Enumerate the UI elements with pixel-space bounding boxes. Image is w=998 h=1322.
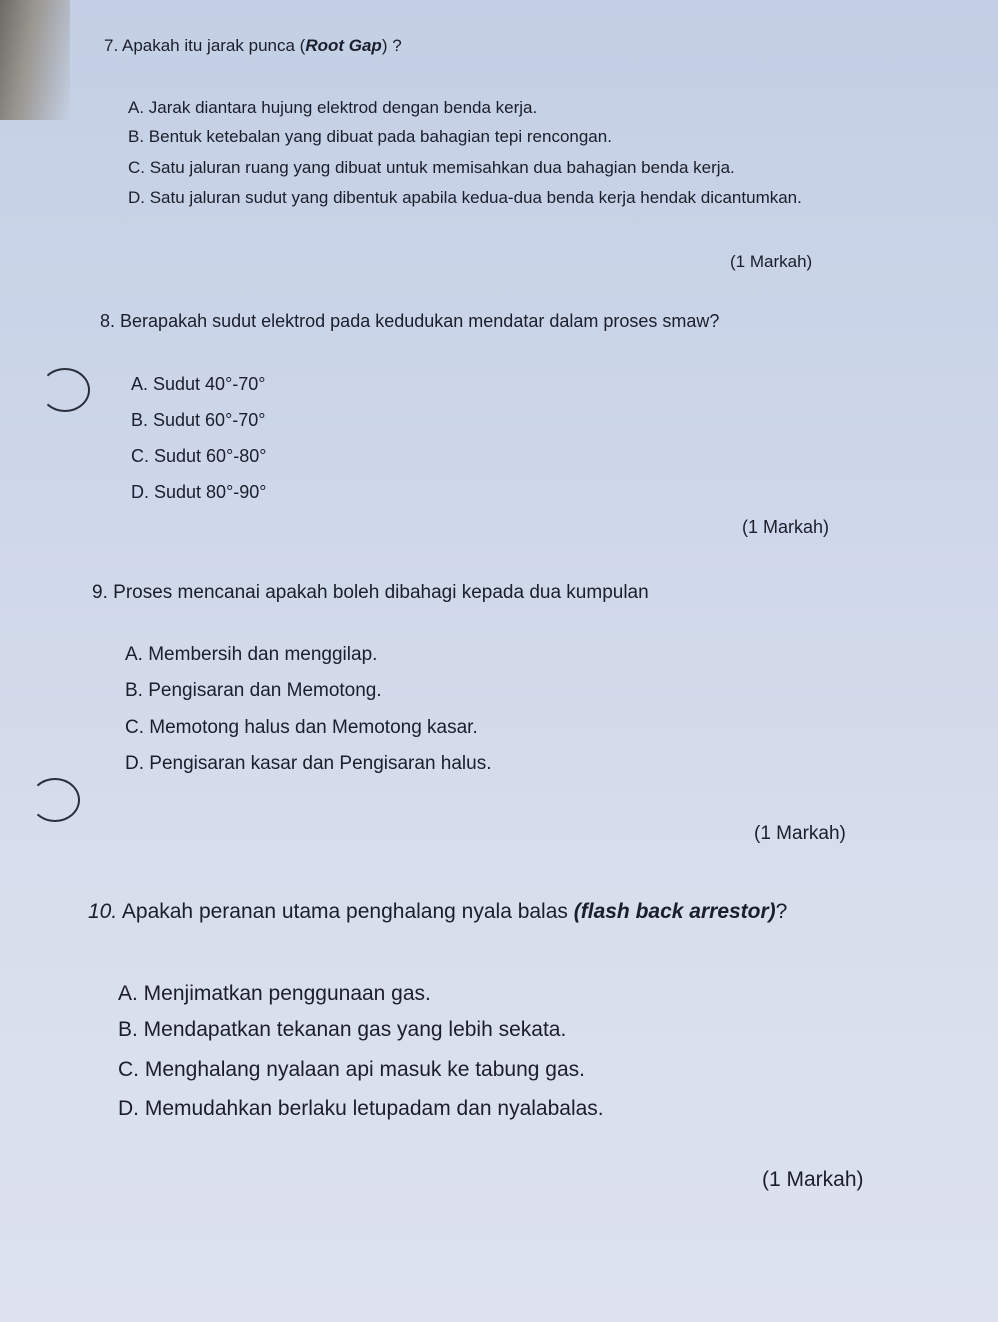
question-text-end: ) ? (381, 36, 402, 55)
question-emphasis: Root Gap (305, 36, 382, 55)
question-8 (100, 311, 719, 332)
q9-option-d: D. Pengisaran kasar dan Pengisaran halus. (125, 753, 492, 774)
photo-edge-shadow (0, 0, 70, 120)
q9-option-c: C. Memotong halus dan Memotong kasar. (125, 717, 478, 738)
q10-option-d: D. Memudahkan berlaku letupadam dan nyalabalas. (118, 1097, 604, 1120)
question-number: 10. (88, 900, 118, 923)
q7-option-a: A. Jarak diantara hujung elektrod dengan benda kerja. (128, 98, 538, 117)
question-text: Proses mencanai apakah boleh dibahagi kepada dua kumpulan (113, 582, 649, 603)
q8-option-c: C. Sudut 60°-80° (131, 446, 267, 466)
question-10 (88, 900, 787, 924)
pen-circle-mark (40, 368, 90, 412)
q8-option-d: D. Sudut 80°-90° (131, 482, 267, 502)
q10-marks: (1 Markah) (762, 1168, 864, 1191)
q10-option-c: C. Menghalang nyalaan api masuk ke tabung gas. (118, 1058, 585, 1081)
question-emphasis: (flash back arrestor) (573, 900, 776, 923)
q10-option-a: A. Menjimatkan penggunaan gas. (118, 982, 431, 1005)
question-text: Apakah peranan utama penghalang nyala balas (121, 900, 574, 923)
q10-option-b: B. Mendapatkan tekanan gas yang lebih sekata. (118, 1018, 567, 1041)
question-number: 9. (92, 582, 108, 603)
q8-option-a: A. Sudut 40°-70° (131, 374, 266, 394)
question-number: 8. (100, 311, 116, 331)
question-9 (92, 582, 649, 604)
pen-circle-mark (30, 778, 80, 822)
q9-option-a: A. Membersih dan menggilap. (125, 644, 378, 665)
question-text-end: ? (775, 900, 788, 923)
q7-option-c: C. Satu jaluran ruang yang dibuat untuk memisahkan dua bahagian benda kerja. (128, 158, 735, 177)
q8-marks: (1 Markah) (742, 517, 830, 537)
q8-option-b: B. Sudut 60°-70° (131, 410, 266, 430)
q9-marks: (1 Markah) (754, 823, 846, 844)
q7-option-d: D. Satu jaluran sudut yang dibentuk apabila kedua-dua benda kerja hendak dicantumkan. (128, 188, 802, 207)
question-7 (104, 36, 402, 56)
q7-marks: (1 Markah) (730, 252, 813, 271)
question-number: 7. (104, 36, 119, 55)
q7-option-b: B. Bentuk ketebalan yang dibuat pada bahagian tepi rencongan. (128, 127, 612, 146)
q9-option-b: B. Pengisaran dan Memotong. (125, 680, 382, 701)
question-text: Apakah itu jarak punca ( (121, 36, 306, 55)
question-text: Berapakah sudut elektrod pada kedudukan mendatar dalam proses smaw? (120, 311, 720, 331)
